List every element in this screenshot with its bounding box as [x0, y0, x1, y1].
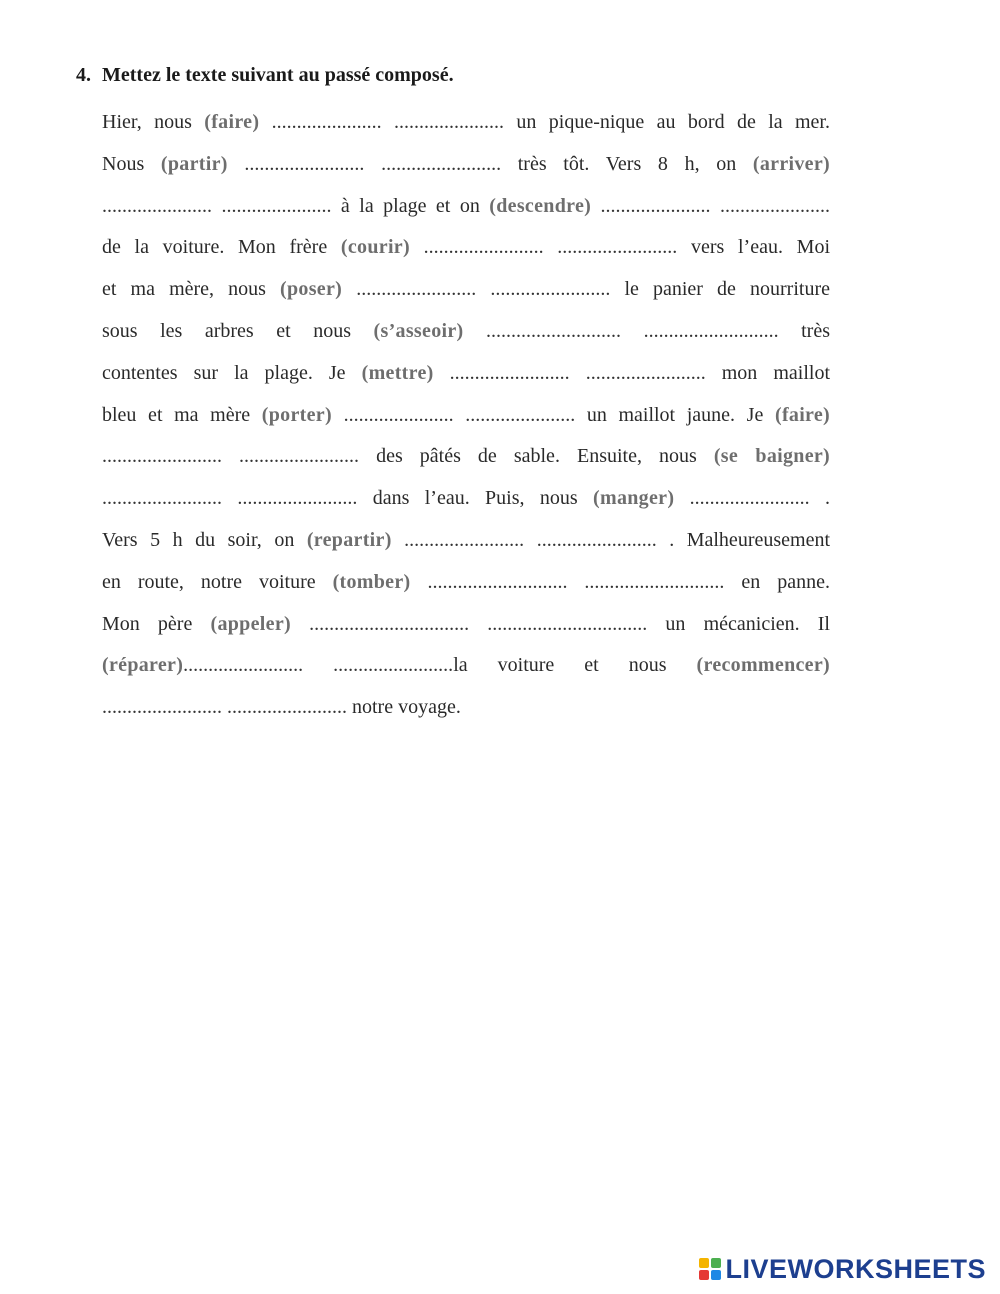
text-segment: très [801, 320, 831, 342]
text-line [102, 401, 830, 429]
logo-square [699, 1270, 709, 1280]
answer-blank[interactable]: ........................ ........................ [391, 529, 670, 551]
answer-blank[interactable]: ........................ ........................ [183, 654, 454, 677]
text-line [102, 484, 830, 512]
text-segment: . Malheureusement [669, 529, 830, 551]
text-segment: un mécanicien. Il [665, 612, 830, 635]
text-segment: Mon père [102, 612, 211, 635]
verb-prompt: (se baigner) [713, 445, 831, 468]
answer-blank[interactable]: ...................... ...................... [102, 194, 341, 217]
liveworksheets-logo [699, 1252, 986, 1286]
answer-blank[interactable]: ........................ ........................ [102, 445, 377, 468]
text-line [102, 192, 830, 220]
text-segment: à la plage et on [340, 194, 490, 217]
verb-prompt: (tomber) [332, 570, 411, 593]
exercise-number: 4. [76, 64, 91, 86]
verb-prompt: (manger) [593, 487, 675, 510]
text-segment: et ma mère, nous [102, 278, 281, 301]
answer-blank[interactable]: ............................ ............................ [410, 570, 742, 593]
answer-blank[interactable]: ........................... ........................... [463, 320, 802, 342]
text-line [102, 108, 830, 136]
text-segment: le panier de nourriture [624, 278, 830, 301]
text-segment: un maillot jaune. Je [586, 403, 775, 426]
answer-blank[interactable]: ........................ ........................ [409, 236, 691, 259]
text-segment: de la voiture. Mon frère [102, 236, 341, 259]
verb-prompt: (courir) [340, 236, 410, 259]
answer-blank[interactable]: ........................ [674, 487, 826, 510]
text-line [102, 275, 830, 303]
answer-blank[interactable]: ...................... ...................... [259, 111, 517, 133]
verb-prompt: (descendre) [489, 194, 592, 217]
text-segment: des pâtés de sable. Ensuite, nous [376, 445, 714, 468]
logo-square [711, 1270, 721, 1280]
answer-blank[interactable]: ................................ ................................ [290, 612, 666, 635]
text-segment: un pique-nique au bord de la mer. [516, 111, 830, 133]
text-segment: notre voyage. [352, 696, 461, 719]
answer-blank[interactable]: ........................ ........................ [433, 361, 722, 384]
text-segment: sous les arbres et nous [102, 320, 374, 342]
verb-prompt: (appeler) [210, 612, 291, 635]
text-segment: bleu et ma mère [102, 403, 262, 426]
verb-prompt: (repartir) [306, 529, 392, 551]
verb-prompt: (s’asseoir) [373, 320, 464, 342]
exercise-title [76, 64, 454, 87]
text-segment: vers l’eau. Moi [691, 236, 830, 259]
text-line [102, 610, 830, 638]
answer-blank[interactable]: ...................... ...................... [591, 194, 830, 217]
liveworksheets-logo-icon [699, 1258, 721, 1280]
logo-text: LIVEWORKSHEETS [725, 1253, 986, 1284]
text-segment: Vers 5 h du soir, on [102, 529, 307, 551]
text-line [102, 359, 830, 387]
text-line [102, 317, 830, 345]
text-line [102, 693, 830, 721]
answer-blank[interactable]: ........................ ........................ [102, 696, 352, 719]
text-segment: Hier, nous [102, 111, 205, 133]
verb-prompt: (poser) [280, 278, 343, 301]
logo-square [711, 1258, 721, 1268]
verb-prompt: (partir) [160, 152, 228, 175]
answer-blank[interactable]: ........................ ........................ [227, 152, 518, 175]
text-segment: en panne. [741, 570, 831, 593]
answer-blank[interactable]: ........................ ........................ [102, 487, 373, 510]
logo-square [699, 1258, 709, 1268]
verb-prompt: (faire) [204, 111, 260, 133]
text-segment: dans l’eau. Puis, nous [372, 487, 594, 510]
text-line [102, 568, 830, 596]
verb-prompt: (réparer) [102, 654, 184, 677]
text-segment: . [825, 487, 831, 510]
verb-prompt: (faire) [774, 403, 831, 426]
text-segment: mon maillot [721, 361, 830, 384]
text-line [102, 442, 830, 470]
text-segment: Nous [102, 152, 161, 175]
verb-prompt: (mettre) [361, 361, 434, 384]
text-line [102, 651, 830, 679]
answer-blank[interactable]: ........................ ........................ [342, 278, 625, 301]
text-line [102, 150, 830, 178]
exercise-instruction: Mettez le texte suivant au passé composé. [102, 64, 454, 86]
verb-prompt: (recommencer) [696, 654, 830, 677]
text-segment: très tôt. Vers 8 h, on [517, 152, 753, 175]
text-line [102, 526, 830, 554]
text-segment: la voiture et nous [453, 654, 697, 677]
answer-blank[interactable]: ...................... ...................... [331, 403, 587, 426]
verb-prompt: (arriver) [752, 152, 830, 175]
text-segment: en route, notre voiture [102, 570, 333, 593]
text-line [102, 233, 830, 261]
text-segment: contentes sur la plage. Je [102, 361, 362, 384]
verb-prompt: (porter) [261, 403, 332, 426]
